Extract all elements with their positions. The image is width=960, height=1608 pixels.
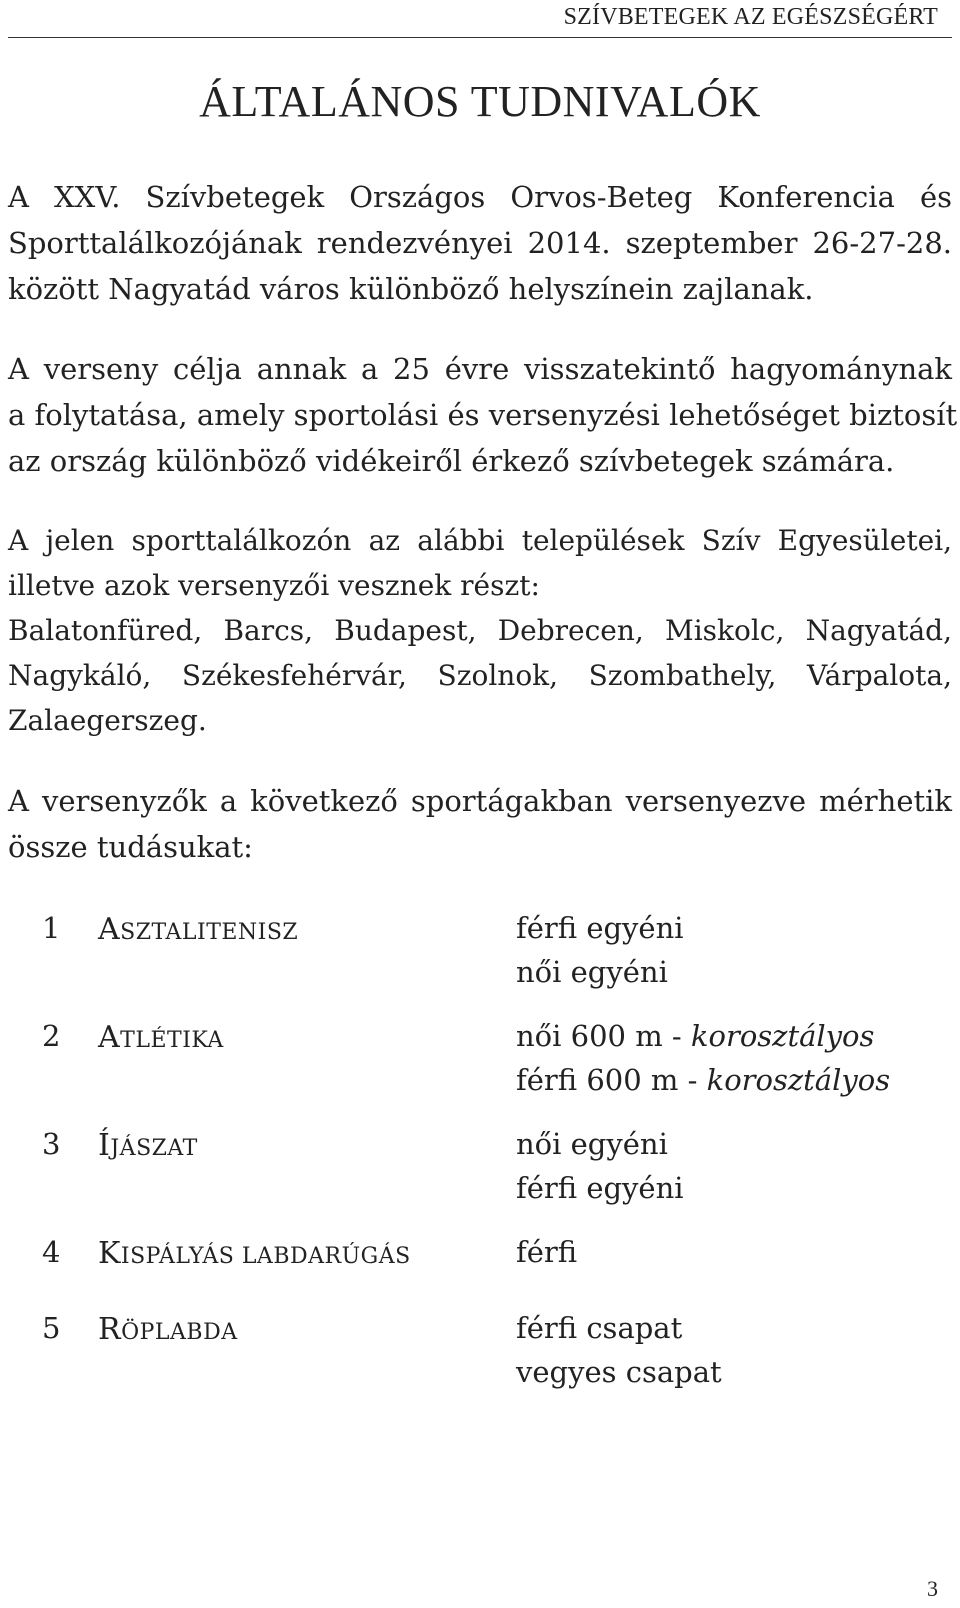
sport-category: női egyéni	[516, 1127, 668, 1161]
sport-item	[0, 1230, 960, 1306]
paragraph-line: A versenyzők a következő sportágakban versenyezve mérhetik	[8, 784, 952, 818]
paragraph-line: A XXV. Szívbetegek Országos Orvos-Beteg Konferencia és	[8, 180, 952, 214]
paragraph-line: a folytatása, amely sportolási és versenyzési lehetőséget biztosít	[8, 398, 958, 432]
sport-number: 4	[42, 1235, 61, 1269]
paragraph-line: Nagykáló, Székesfehérvár, Szolnok, Szombathely, Várpalota,	[8, 659, 952, 692]
sport-item	[0, 906, 960, 1014]
sport-category: női egyéni	[516, 955, 668, 989]
sport-category: férfi egyéni	[516, 911, 684, 945]
participants-paragraph	[8, 518, 952, 743]
sport-item	[0, 1306, 960, 1414]
sport-name: ÍJÁSZAT	[98, 1128, 198, 1163]
sport-item	[0, 1014, 960, 1122]
sport-name: KISPÁLYÁS LABDARÚGÁS	[98, 1236, 411, 1271]
sport-categories	[516, 906, 684, 994]
sport-category: férfi egyéni	[516, 1171, 684, 1205]
paragraph-line: Zalaegerszeg.	[8, 704, 207, 737]
sport-category: férfi 600 m - korosztályos	[516, 1063, 891, 1097]
paragraph-line: illetve azok versenyzői vesznek részt:	[8, 569, 540, 602]
sport-number: 1	[42, 911, 61, 945]
sport-category: férfi	[516, 1235, 578, 1269]
goal-paragraph	[8, 346, 958, 484]
sport-name: RÖPLABDA	[98, 1312, 238, 1347]
page-title: ÁLTALÁNOS TUDNIVALÓK	[199, 77, 761, 126]
sport-number: 3	[42, 1127, 61, 1161]
header-rule	[8, 37, 952, 38]
sport-category: női 600 m - korosztályos	[516, 1019, 875, 1053]
page-number: 3	[927, 1576, 938, 1601]
paragraph-line: között Nagyatád város különböző helyszínein zajlanak.	[8, 272, 814, 306]
sport-number: 2	[42, 1019, 61, 1053]
sports-intro-paragraph	[8, 778, 952, 870]
sport-categories	[516, 1230, 577, 1274]
sport-category: férfi csapat	[516, 1311, 683, 1345]
sport-category: vegyes csapat	[516, 1355, 722, 1389]
sport-name: ATLÉTIKA	[98, 1020, 224, 1055]
paragraph-line: Sporttalálkozójának rendezvényei 2014. szeptember 26-27-28.	[8, 226, 952, 260]
paragraph-line: A jelen sporttalálkozón az alábbi települések Szív Egyesületei,	[8, 524, 952, 557]
sport-item	[0, 1122, 960, 1230]
paragraph-line: össze tudásukat:	[8, 830, 253, 864]
paragraph-line: A verseny célja annak a 25 évre visszatekintő hagyománynak	[8, 352, 952, 386]
sport-categories	[516, 1122, 684, 1210]
intro-paragraph	[8, 174, 952, 312]
sports-list	[0, 906, 960, 1414]
sport-categories	[516, 1306, 722, 1394]
paragraph-line: Balatonfüred, Barcs, Budapest, Debrecen, Miskolc, Nagyatád,	[8, 614, 952, 647]
paragraph-line: az ország különböző vidékeiről érkező szívbetegek számára.	[8, 444, 895, 478]
sport-number: 5	[42, 1311, 61, 1345]
sport-categories	[516, 1014, 890, 1102]
running-header: SZÍVBETEGEK AZ EGÉSZSÉGÉRT	[563, 4, 938, 30]
sport-name: ASZTALITENISZ	[98, 912, 299, 947]
